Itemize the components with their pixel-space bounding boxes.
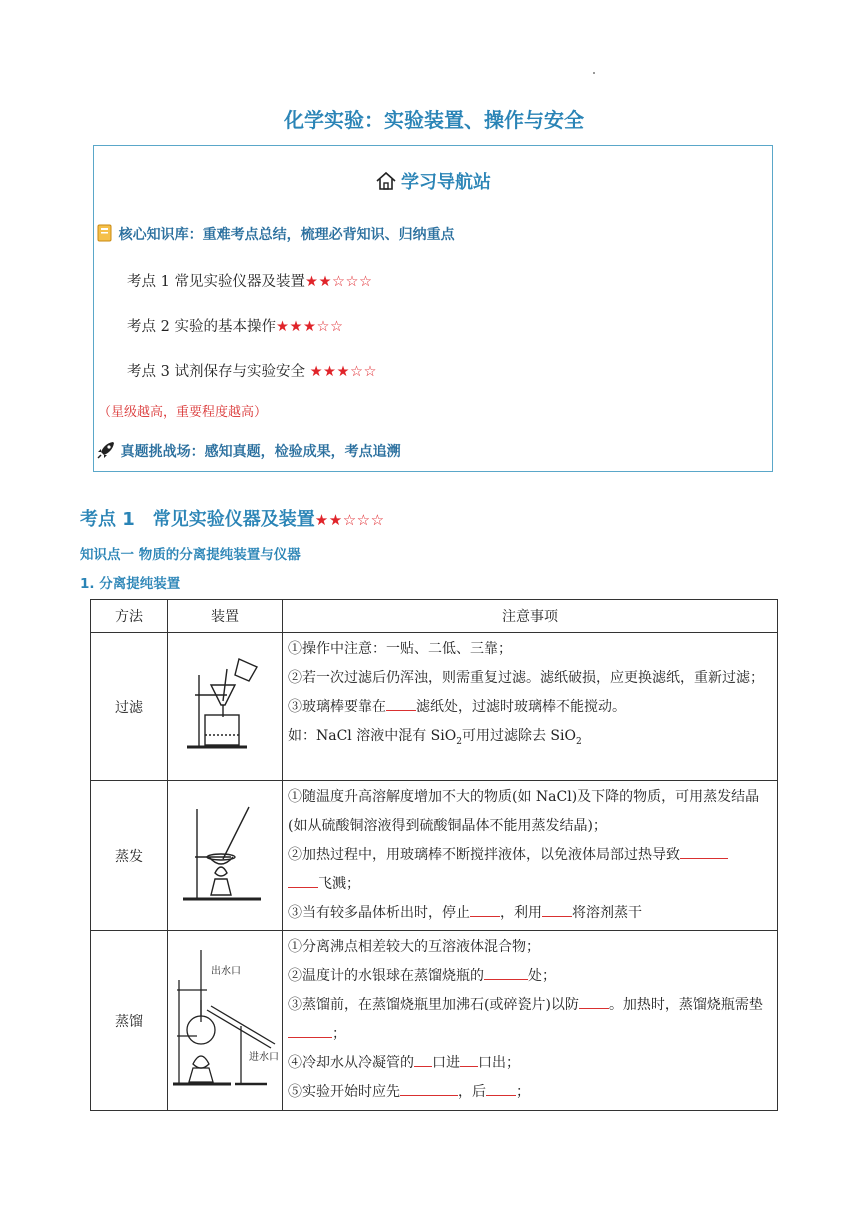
distillation-apparatus-image xyxy=(171,944,279,1094)
practice-row xyxy=(96,440,401,461)
filter-note-2: ②若一次过滤后仍浑浊，则需重复过滤。滤纸破损，应更换滤纸，重新过滤； xyxy=(288,670,764,686)
nav-item-3[interactable] xyxy=(127,360,377,381)
nav-item-stars: ★★☆☆☆ xyxy=(304,274,373,290)
answer-blank[interactable] xyxy=(386,694,416,711)
nav-title-text: 学习导航站 xyxy=(401,172,491,193)
distill-note-4a: ④冷却水从冷凝管的 xyxy=(288,1055,414,1071)
table-header-row xyxy=(91,600,778,633)
distill-note-2b: 处； xyxy=(528,968,556,984)
filter-note-3a: ③玻璃棒要靠在 xyxy=(288,699,386,715)
method-distillation: 蒸馏 xyxy=(91,931,168,1111)
answer-blank[interactable] xyxy=(579,992,609,1009)
stray-dot xyxy=(593,72,595,74)
header-method: 方法 xyxy=(91,600,168,633)
filter-note-4 xyxy=(288,722,773,757)
knowledge-point-heading: 知识点一 物质的分离提纯装置与仪器 xyxy=(80,547,301,563)
filter-note-1: ①操作中注意：一贴、二低、三靠； xyxy=(288,641,512,657)
distill-note-5b: ，后 xyxy=(458,1084,486,1100)
table-row-distillation xyxy=(91,931,778,1111)
header-notes: 注意事项 xyxy=(283,600,778,633)
nav-title xyxy=(94,168,772,194)
distill-note-3b: 。加热时，蒸馏烧瓶需垫 xyxy=(608,997,763,1013)
book-icon xyxy=(96,224,114,242)
evap-note-2 xyxy=(288,841,773,899)
subscript: 2 xyxy=(456,736,462,747)
filtration-apparatus-image xyxy=(177,655,273,755)
table-row-evaporation xyxy=(91,781,778,931)
answer-blank[interactable] xyxy=(470,900,500,917)
answer-blank[interactable] xyxy=(460,1050,478,1067)
navigation-box xyxy=(93,145,773,472)
evap-note-2a: ②加热过程中，用玻璃棒不断搅拌液体，以免液体局部过热导致 xyxy=(288,847,680,863)
filter-note-4c: 可用过滤除去 SiO xyxy=(461,728,576,744)
core-knowledge-label: 核心知识库：重难考点总结，梳理必背知识、归纳重点 xyxy=(118,227,455,243)
table-row-filter xyxy=(91,633,778,781)
rocket-icon xyxy=(96,440,116,460)
section-heading xyxy=(80,505,385,531)
notes-filter xyxy=(283,633,778,781)
notes-evaporation xyxy=(283,781,778,931)
distill-note-2 xyxy=(288,962,773,991)
document-title: 化学实验：实验装置、操作与安全 xyxy=(284,108,584,132)
filter-note-3 xyxy=(288,693,773,722)
answer-blank[interactable] xyxy=(542,900,572,917)
evaporation-apparatus-image xyxy=(177,799,273,909)
device-distillation-cell xyxy=(168,931,283,1111)
answer-blank[interactable] xyxy=(400,1079,458,1096)
distill-note-5a: ⑤实验开始时应先 xyxy=(288,1084,400,1100)
importance-note: （星级越高，重要程度越高） xyxy=(98,405,268,420)
evap-note-3b: ，利用 xyxy=(500,905,542,921)
evap-note-3a: ③当有较多晶体析出时，停止 xyxy=(288,905,470,921)
answer-blank[interactable] xyxy=(484,963,528,980)
device-filter-cell xyxy=(168,633,283,781)
core-knowledge-row xyxy=(96,224,455,244)
nav-item-1[interactable] xyxy=(127,270,372,291)
filter-note-3b: 滤纸处，过滤时玻璃棒不能搅动。 xyxy=(416,699,626,715)
header-device: 装置 xyxy=(168,600,283,633)
answer-blank[interactable] xyxy=(486,1079,516,1096)
nav-item-stars: ★★★☆☆ xyxy=(309,364,378,380)
section-heading-text: 考点 1 常见实验仪器及装置 xyxy=(80,509,315,530)
distill-note-4 xyxy=(288,1049,773,1078)
distill-note-5c: ； xyxy=(516,1084,530,1100)
distill-note-3a: ③蒸馏前，在蒸馏烧瓶里加沸石(或碎瓷片)以防 xyxy=(288,997,579,1013)
nav-item-label: 考点 3 试剂保存与实验安全 xyxy=(127,364,310,380)
separation-table xyxy=(90,599,778,1111)
nav-item-2[interactable] xyxy=(127,315,343,336)
distill-note-1: ①分离沸点相差较大的互溶液体混合物； xyxy=(288,939,540,955)
distill-note-4b: 口进 xyxy=(432,1055,460,1071)
distill-note-4c: 口出； xyxy=(478,1055,520,1071)
notes-distillation xyxy=(283,931,778,1111)
distill-note-5 xyxy=(288,1078,773,1107)
method-evaporation: 蒸发 xyxy=(91,781,168,931)
answer-blank[interactable] xyxy=(414,1050,432,1067)
evap-note-1: ①随温度升高溶解度增加不大的物质(如 NaCl)及下降的物质，可用蒸发结晶(如从硫酸铜溶液得到硫酸铜晶体不能用蒸发结晶)； xyxy=(288,789,760,834)
evap-note-3 xyxy=(288,899,773,928)
subscript: 2 xyxy=(575,736,582,747)
outlet-label: 出水口 xyxy=(211,965,241,977)
nav-item-stars: ★★★☆☆ xyxy=(275,319,344,335)
inlet-label: 进水口 xyxy=(249,1051,279,1063)
section-heading-stars: ★★☆☆☆ xyxy=(314,511,385,529)
distill-note-3 xyxy=(288,991,773,1049)
answer-blank[interactable] xyxy=(680,842,728,859)
nav-item-label: 考点 1 常见实验仪器及装置 xyxy=(127,274,305,290)
practice-label: 真题挑战场：感知真题，检验成果，考点追溯 xyxy=(120,444,401,460)
evap-note-3c: 将溶剂蒸干 xyxy=(572,905,642,921)
filter-note-4a: 如：NaCl 溶液中混有 SiO xyxy=(288,728,457,744)
evap-note-2b: 飞溅； xyxy=(318,876,360,892)
home-icon xyxy=(375,171,397,191)
method-filter: 过滤 xyxy=(91,633,168,781)
subsection-heading: 1. 分离提纯装置 xyxy=(80,576,181,592)
answer-blank[interactable] xyxy=(288,1021,332,1038)
distill-note-3c: ； xyxy=(332,1026,346,1042)
nav-item-label: 考点 2 实验的基本操作 xyxy=(127,319,276,335)
device-evaporation-cell xyxy=(168,781,283,931)
answer-blank[interactable] xyxy=(288,871,318,888)
distill-note-2a: ②温度计的水银球在蒸馏烧瓶的 xyxy=(288,968,484,984)
